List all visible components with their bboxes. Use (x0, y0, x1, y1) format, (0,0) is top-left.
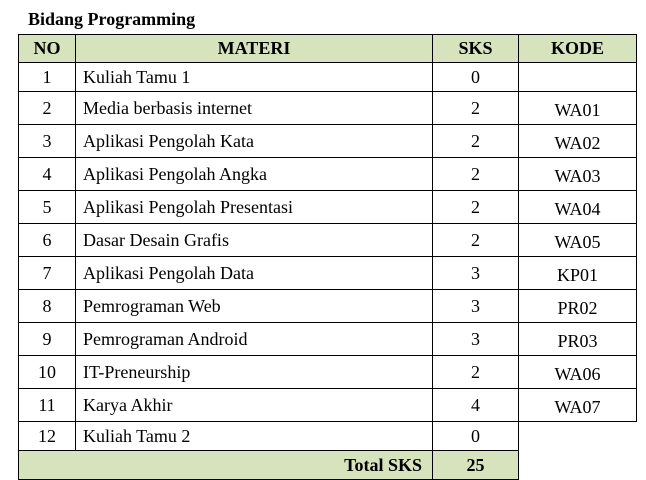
cell-kode: PR03 (519, 323, 637, 356)
total-row (19, 451, 637, 480)
cell-sks: 2 (433, 92, 519, 125)
table-row (19, 422, 637, 451)
column-header-materi: MATERI (76, 35, 433, 63)
table-body (19, 63, 637, 451)
cell-no: 6 (19, 224, 76, 257)
cell-materi: IT-Preneurship (76, 356, 433, 389)
cell-kode: WA02 (519, 125, 637, 158)
cell-materi: Aplikasi Pengolah Kata (76, 125, 433, 158)
cell-kode: PR02 (519, 290, 637, 323)
table-row (19, 63, 637, 92)
table-row (19, 356, 637, 389)
total-empty-cell (519, 451, 637, 480)
cell-materi: Dasar Desain Grafis (76, 224, 433, 257)
cell-sks: 0 (433, 63, 519, 92)
cell-sks: 4 (433, 389, 519, 422)
cell-no: 12 (19, 422, 76, 451)
table-row (19, 290, 637, 323)
table-row (19, 389, 637, 422)
table-row (19, 92, 637, 125)
cell-no: 7 (19, 257, 76, 290)
section-title: Bidang Programming (28, 9, 196, 29)
cell-materi: Media berbasis internet (76, 92, 433, 125)
table-row (19, 323, 637, 356)
cell-no: 3 (19, 125, 76, 158)
table-row (19, 158, 637, 191)
table-row (19, 257, 637, 290)
cell-kode: WA07 (519, 389, 637, 422)
cell-kode: WA04 (519, 191, 637, 224)
cell-sks: 2 (433, 356, 519, 389)
cell-materi: Kuliah Tamu 2 (76, 422, 433, 451)
cell-sks: 2 (433, 224, 519, 257)
cell-no: 1 (19, 63, 76, 92)
total-value: 25 (433, 451, 519, 480)
table-row (19, 125, 637, 158)
cell-sks: 3 (433, 323, 519, 356)
cell-no: 2 (19, 92, 76, 125)
cell-materi: Pemrograman Android (76, 323, 433, 356)
cell-sks: 2 (433, 158, 519, 191)
table-row (19, 191, 637, 224)
cell-no: 8 (19, 290, 76, 323)
cell-sks: 2 (433, 125, 519, 158)
column-header-no: NO (19, 35, 76, 63)
cell-kode (519, 422, 637, 451)
cell-materi: Aplikasi Pengolah Presentasi (76, 191, 433, 224)
cell-no: 5 (19, 191, 76, 224)
cell-no: 10 (19, 356, 76, 389)
cell-no: 11 (19, 389, 76, 422)
cell-materi: Kuliah Tamu 1 (76, 63, 433, 92)
column-header-kode: KODE (519, 35, 637, 63)
cell-sks: 0 (433, 422, 519, 451)
total-label: Total SKS (19, 451, 433, 480)
cell-no: 9 (19, 323, 76, 356)
cell-kode: KP01 (519, 257, 637, 290)
course-table (18, 34, 637, 480)
cell-sks: 3 (433, 257, 519, 290)
cell-kode: WA05 (519, 224, 637, 257)
cell-kode (519, 63, 637, 92)
cell-kode: WA06 (519, 356, 637, 389)
cell-materi: Karya Akhir (76, 389, 433, 422)
table-row (19, 224, 637, 257)
cell-no: 4 (19, 158, 76, 191)
cell-materi: Aplikasi Pengolah Data (76, 257, 433, 290)
cell-sks: 3 (433, 290, 519, 323)
cell-materi: Aplikasi Pengolah Angka (76, 158, 433, 191)
table-header-row (19, 35, 637, 63)
cell-kode: WA03 (519, 158, 637, 191)
cell-sks: 2 (433, 191, 519, 224)
cell-kode: WA01 (519, 92, 637, 125)
cell-materi: Pemrograman Web (76, 290, 433, 323)
column-header-sks: SKS (433, 35, 519, 63)
